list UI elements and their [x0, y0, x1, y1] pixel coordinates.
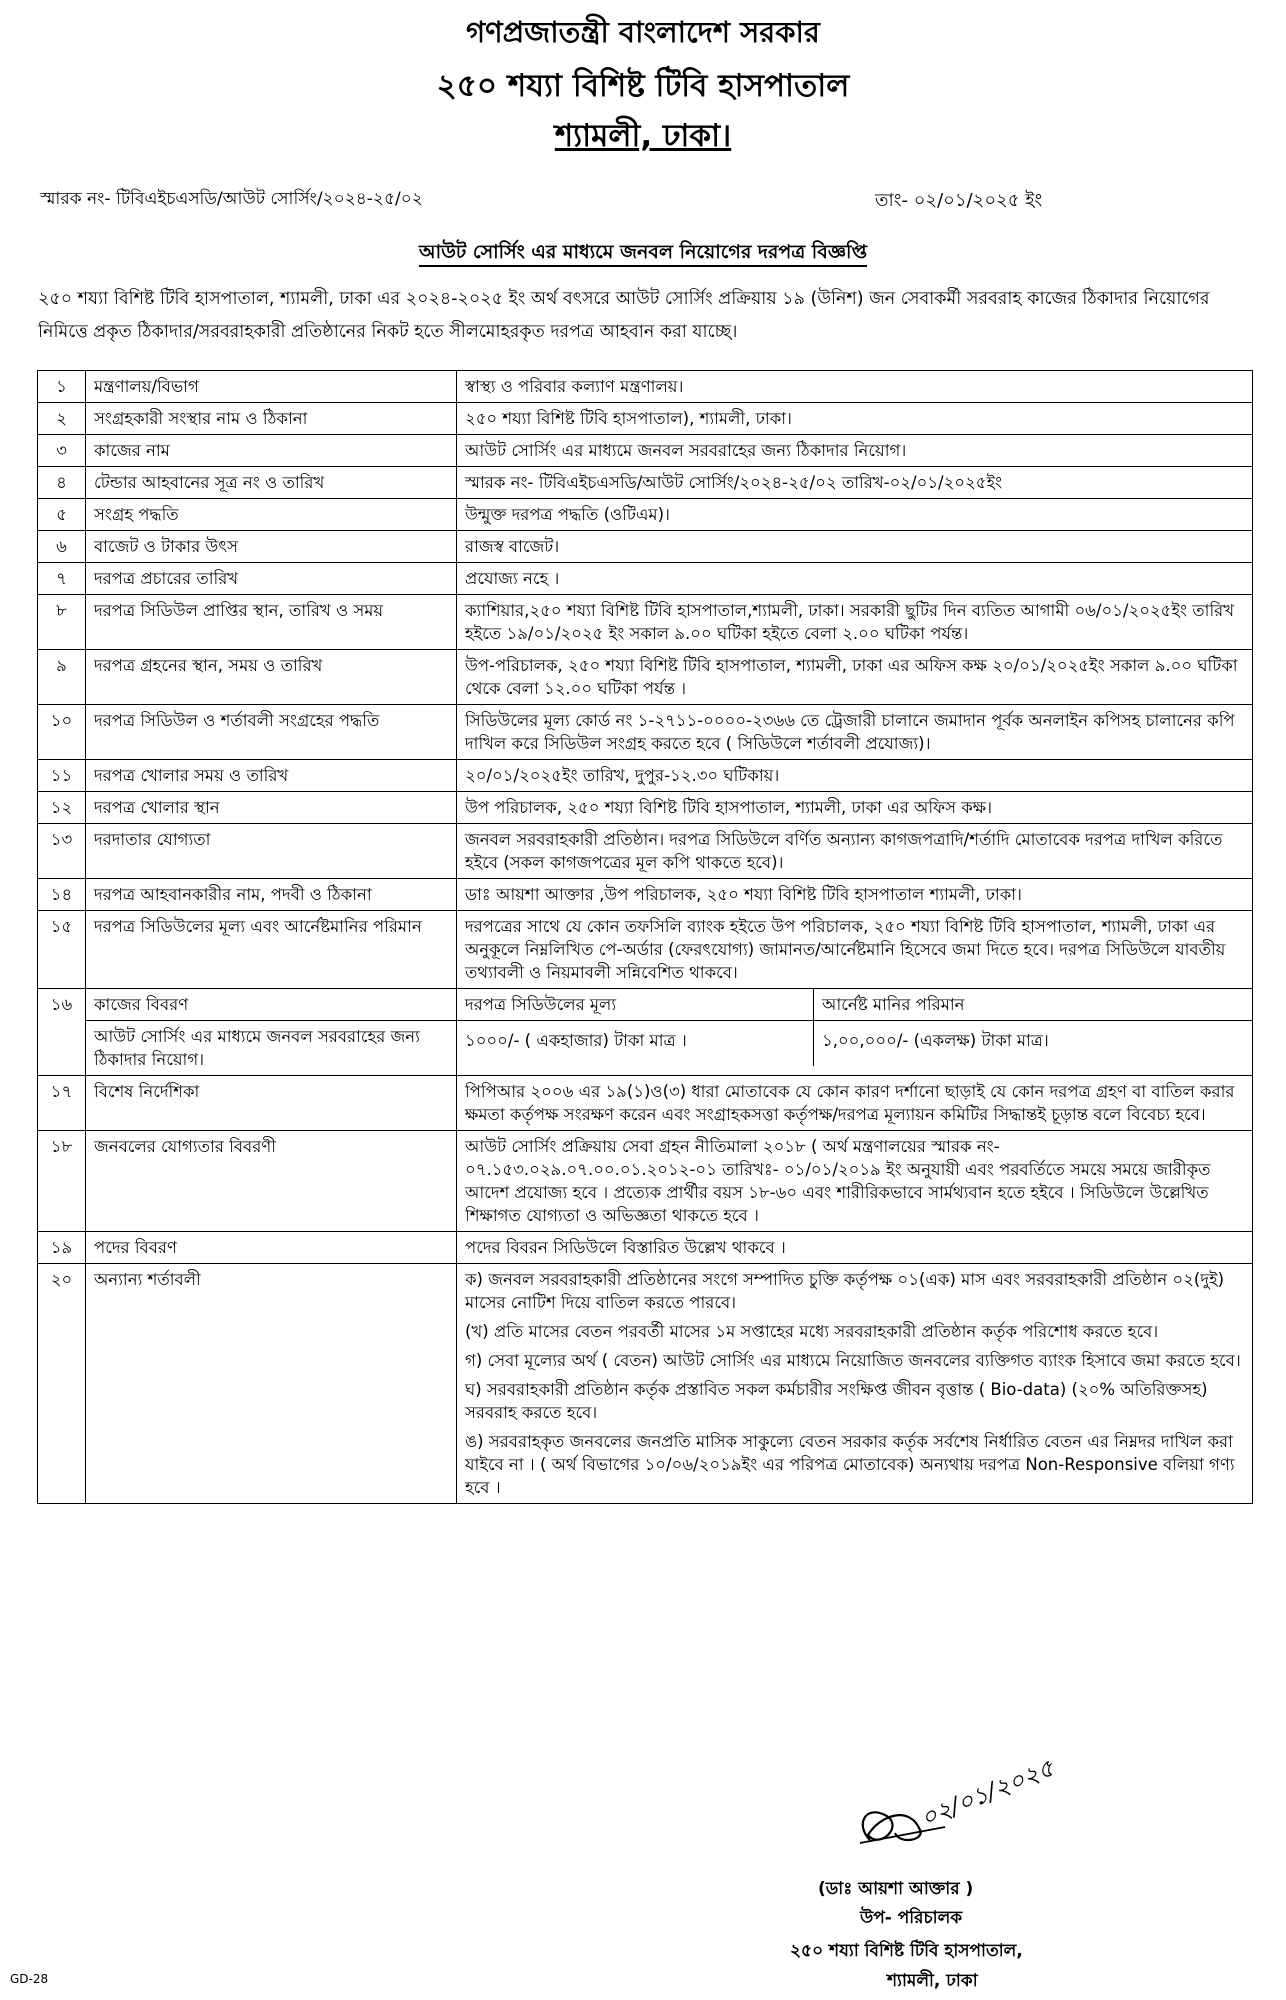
condition-item: ক) জনবল সরবরাহকারী প্রতিষ্ঠানের সংগে সম্পাদিত চুক্তি কর্তৃপক্ষ ০১(এক) মাস এবং সরবরাহকারী প্রতিষ্ঠান ০২(দুই) মাসের নোটিশ দিয়ে বাতিল করতে পারবে।: [465, 1270, 1225, 1312]
table-row: [38, 911, 1253, 989]
price-table-values: [457, 1021, 1252, 1066]
table-row: [38, 989, 1253, 1021]
condition-item: (খ) প্রতি মাসের বেতন পরবর্তী মাসের ১ম সপ্তাহের মধ্যে সরবরাহকারী প্রতিষ্ঠান কর্তৃক পরিশোধ করতে হবে।: [465, 1322, 1159, 1341]
row-value: উন্মুক্ত দরপত্র পদ্ধতি (ওটিএম)।: [457, 499, 1253, 531]
row-label: দরপত্র খোলার সময় ও তারিখ: [86, 760, 457, 792]
row-serial: ১৯: [38, 1232, 86, 1264]
table-row: [38, 879, 1253, 911]
table-row: [38, 824, 1253, 879]
row-serial: ৯: [38, 650, 86, 705]
row-label: বিশেষ নির্দেশিকা: [86, 1076, 457, 1131]
row-label: দরপত্র প্রচারের তারিখ: [86, 563, 457, 595]
row-label: দরপত্র সিডিউল ও শর্তাবলী সংগ্রহের পদ্ধতি: [86, 705, 457, 760]
other-conditions: [457, 1264, 1253, 1504]
row-serial: ১৪: [38, 879, 86, 911]
table-row: [38, 499, 1253, 531]
govt-header: গণপ্রজাতন্ত্রী বাংলাদেশ সরকার: [466, 15, 820, 49]
row-value: জনবল সরবরাহকারী প্রতিষ্ঠান। দরপত্র সিডিউলে বর্ণিত অন্যান্য কাগজপত্রাদি/শর্তাদি মোতাবেক দরপত্র দাখিল করিতে হইবে (সকল কাগজপত্রের মূল কপি থাকতে হবে)।: [457, 824, 1253, 879]
notice-title: আউট সোর্সিং এর মাধ্যমে জনবল নিয়োগের দরপত্র বিজ্ঞপ্তি: [0, 238, 1286, 270]
row-label: দরপত্র খোলার স্থান: [86, 792, 457, 824]
table-row: [38, 792, 1253, 824]
row-value: ক্যাশিয়ার,২৫০ শয্যা বিশিষ্ট টিবি হাসপাতাল,শ্যামলী, ঢাকা। সরকারী ছুটির দিন ব্যতিত আগামী ০৬/০১/২০২৫ইং তারিখ হইতে ১৯/০১/২০২৫ ইং সকাল ৯.০০ ঘটিকা হইতে বেলা ২.০০ ঘটিকা পর্যন্ত।: [457, 595, 1253, 650]
row-value: আউট সোর্সিং প্রক্রিয়ায় সেবা গ্রহন নীতিমালা ২০১৮ ( অর্থ মন্ত্রণালয়ের স্মারক নং- ০৭.১৫৩.০২৯.০৭.০০.০১.২০১২-০১ তারিখঃ- ০১/০১/২০১৯ ইং অনুযায়ী এবং পরবর্তিতে সময়ে সময়ে জারীকৃত আদেশ প্রযোজ্য হবে । প্রত্যেক প্রার্থীর বয়স ১৮-৬০ এবং শারীরিকভাবে সার্মথ্যবান হতে হইবে । সিডিউলে উল্লেখিত শিক্ষাগত যোগ্যতা ও অভিজ্ঞতা থাকতে হবে ।: [457, 1131, 1253, 1232]
condition-item: ঘ) সরবরাহকারী প্রতিষ্ঠান কর্তৃক প্রস্তাবিত সকল কর্মচারীর সংক্ষিপ্ত জীবন বৃত্তান্ত ( Bio-data) (২০% অতিরিক্তসহ) সরবরাহ করতে হবে।: [465, 1380, 1208, 1422]
signatory-name: (ডাঃ আয়শা আক্তার ): [818, 1879, 974, 1899]
row-label: বাজেট ও টাকার উৎস: [86, 531, 457, 563]
row-serial: ১১: [38, 760, 86, 792]
row-serial: ১৩: [38, 824, 86, 879]
condition-item: ঙ) সরবরাহকৃত জনবলের জনপ্রতি মাসিক সাকুল্যে বেতন সরকার কর্তৃক সর্বশেষ নির্ধারিত বেতন এর নিম্নদর দাখিল করা যাইবে না । ( অর্থ বিভাগের ১০/০৬/২০১৯ইং এর পরিপত্র মোতাবেক) অন্যথায় দরপত্র Non-Responsive বলিয়া গণ্য হবে ।: [465, 1432, 1235, 1497]
row-serial: ১: [38, 371, 86, 403]
row-serial: ১০: [38, 705, 86, 760]
row-label: সংগ্রহ পদ্ধতি: [86, 499, 457, 531]
row-label: দরদাতার যোগ্যতা: [86, 824, 457, 879]
row-value: ২৫০ শয্যা বিশিষ্ট টিবি হাসপাতাল), শ্যামলী, ঢাকা।: [457, 403, 1253, 435]
row-label: জনবলের যোগ্যতার বিবরণী: [86, 1131, 457, 1232]
form-code: GD-28: [10, 1972, 49, 1986]
row-value: উপ-পরিচালক, ২৫০ শয্যা বিশিষ্ট টিবি হাসপাতাল, শ্যামলী, ঢাকা এর অফিস কক্ষ ২০/০১/২০২৫ইং সকাল ৯.০০ ঘটিকা থেকে বেলা ১২.০০ ঘটিকা পর্যন্ত ।: [457, 650, 1253, 705]
row-value: স্বাস্থ্য ও পরিবার কল্যাণ মন্ত্রণালয়।: [457, 371, 1253, 403]
hospital-name: ২৫০ শয্যা বিশিষ্ট টিবি হাসপাতাল: [436, 68, 850, 104]
row-value: ডাঃ আয়শা আক্তার ,উপ পরিচালক, ২৫০ শয্যা বিশিষ্ট টিবি হাসপাতাল শ্যামলী, ঢাকা।: [457, 879, 1253, 911]
row-serial: ৪: [38, 467, 86, 499]
row-value: রাজস্ব বাজেট।: [457, 531, 1253, 563]
tender-details-table: [37, 370, 1253, 1504]
row-label: কাজের বিবরণ: [86, 989, 457, 1021]
row-label: সংগ্রহকারী সংস্থার নাম ও ঠিকানা: [86, 403, 457, 435]
row-value: স্মারক নং- টিবিএইচএসডি/আউট সোর্সিং/২০২৪-২৫/০২ তারিখ-০২/০১/২০২৫ইং: [457, 467, 1253, 499]
table-row: [38, 1021, 1253, 1076]
signatory-org: ২৫০ শয্যা বিশিষ্ট টিবি হাসপাতাল,: [790, 1941, 1023, 1961]
table-row: [38, 403, 1253, 435]
row-serial: ৩: [38, 435, 86, 467]
row-value: পিপিআর ২০০৬ এর ১৯(১)ও(৩) ধারা মোতাবেক যে কোন কারণ দর্শানো ছাড়াই যে কোন দরপত্র গ্রহণ বা বাতিল করার ক্ষমতা কর্তৃপক্ষ সংরক্ষণ করেন এবং সংগ্রাহকসত্তা কর্তৃপক্ষ/দরপত্র মূল্যায়ন কমিটির সিদ্ধান্তই চূড়ান্ত বলে বিবেচ্য হবে।: [457, 1076, 1253, 1131]
row-label: দরপত্র সিডিউলের মূল্য এবং আর্নেষ্টমানির পরিমান: [86, 911, 457, 989]
table-row: [38, 531, 1253, 563]
row-label: পদের বিবরণ: [86, 1232, 457, 1264]
hospital-location: শ্যামলী, ঢাকা।: [554, 118, 732, 154]
condition-item: গ) সেবা মূল্যের অর্থ ( বেতন) আউট সোর্সিং এর মাধ্যমে নিয়োজিত জনবলের ব্যক্তিগত ব্যাংক হিসাবে জমা করতে হবে।: [465, 1351, 1241, 1370]
row-serial: ৭: [38, 563, 86, 595]
row-value: আউট সোর্সিং এর মাধ্যমে জনবল সরবরাহের জন্য ঠিকাদার নিয়োগ।: [457, 435, 1253, 467]
table-row: [38, 1076, 1253, 1131]
row-label: কাজের নাম: [86, 435, 457, 467]
row-value: দরপত্রের সাথে যে কোন তফসিলি ব্যাংক হইতে উপ পরিচালক, ২৫০ শয্যা বিশিষ্ট টিবি হাসপাতাল, শ্যামলী, ঢাকা এর অনুকূলে নিম্নলিখিত পে-অর্ডার (ফেরৎযোগ্য) জামানত/আর্নেষ্টমানি হিসেবে জমা দিতে হবে। দরপত্র সিডিউলে যাবতীয় তথ্যাবলী ও নিয়মাবলী সন্নিবেশিত থাকবে।: [457, 911, 1253, 989]
row-serial: ৫: [38, 499, 86, 531]
earnest-money-value: ১,০০,০০০/- (একলক্ষ) টাকা মাত্র।: [822, 1031, 1049, 1050]
price-table-header: [457, 989, 1252, 1020]
table-row: [38, 371, 1253, 403]
row-serial: ১৬: [38, 989, 86, 1076]
table-row: [38, 760, 1253, 792]
table-row: [38, 650, 1253, 705]
memo-date: তাং- ০২/০১/২০২৫ ইং: [875, 190, 1043, 211]
row-label: অন্যান্য শর্তাবলী: [86, 1264, 457, 1504]
row-serial: ৬: [38, 531, 86, 563]
schedule-price-value: ১০০০/- ( একহাজার) টাকা মাত্র ।: [457, 1021, 814, 1066]
table-row: [38, 563, 1253, 595]
table-row: [38, 435, 1253, 467]
table-row: [38, 1264, 1253, 1504]
table-row: [38, 1131, 1253, 1232]
signature-image: [850, 1745, 1090, 1865]
col-earnest-money: আর্নেষ্ট মানির পরিমান: [822, 995, 965, 1014]
row-value: সিডিউলের মূল্য কোর্ড নং ১-২৭১১-০০০০-২৩৬৬ তে ট্রেজারী চালানে জমাদান পূর্বক অনলাইন কপিসহ চালানের কপি দাখিল করে সিডিউল সংগ্রহ করতে হবে ( সিডিউলে শর্তাবলী প্রযোজ্য)।: [457, 705, 1253, 760]
table-row: [38, 595, 1253, 650]
row-value: পদের বিবরন সিডিউলে বিস্তারিত উল্লেখ থাকবে ।: [457, 1232, 1253, 1264]
row-value: উপ পরিচালক, ২৫০ শয্যা বিশিষ্ট টিবি হাসপাতাল, শ্যামলী, ঢাকা এর অফিস কক্ষ।: [457, 792, 1253, 824]
row-label: দরপত্র সিডিউল প্রাপ্তির স্থান, তারিখ ও সময়: [86, 595, 457, 650]
row-serial: ১৮: [38, 1131, 86, 1232]
row-label: দরপত্র গ্রহনের স্থান, সময় ও তারিখ: [86, 650, 457, 705]
row-serial: ১৭: [38, 1076, 86, 1131]
col-schedule-price: দরপত্র সিডিউলের মূল্য: [457, 989, 814, 1020]
memo-ref-number: স্মারক নং- টিবিএইচএসডি/আউট সোর্সিং/২০২৪-২৫/০২: [40, 189, 423, 209]
table-row: [38, 1232, 1253, 1264]
row-serial: ১৫: [38, 911, 86, 989]
work-description: আউট সোর্সিং এর মাধ্যমে জনবল সরবরাহের জন্য ঠিকাদার নিয়োগ।: [86, 1021, 457, 1076]
row-value: প্রযোজ্য নহে ।: [457, 563, 1253, 595]
row-value: ২০/০১/২০২৫ইং তারিখ, দুপুর-১২.৩০ ঘটিকায়।: [457, 760, 1253, 792]
handwritten-date: ০২/০১/২০২৫: [916, 1753, 1058, 1833]
row-label: মন্ত্রণালয়/বিভাগ: [86, 371, 457, 403]
signatory-title: উপ- পরিচালক: [860, 1908, 963, 1928]
row-serial: ২: [38, 403, 86, 435]
row-label: দরপত্র আহবানকারীর নাম, পদবী ও ঠিকানা: [86, 879, 457, 911]
intro-paragraph: ২৫০ শয্যা বিশিষ্ট টিবি হাসপাতাল, শ্যামলী, ঢাকা এর ২০২৪-২০২৫ ইং অর্থ বৎসরে আউট সোর্সিং প্রক্রিয়ায় ১৯ (উনিশ) জন সেবাকর্মী সরবরাহ কাজের ঠিকাদার নিয়োগের নিমিত্তে প্রকৃত ঠিকাদার/সরবরাহকারী প্রতিষ্ঠানের নিকট হতে সীলমোহরকৃত দরপত্র আহবান করা যাচ্ছে।: [38, 289, 1210, 342]
table-row: [38, 467, 1253, 499]
row-label: টেন্ডার আহবানের সূত্র নং ও তারিখ: [86, 467, 457, 499]
row-serial: ২০: [38, 1264, 86, 1504]
row-serial: ১২: [38, 792, 86, 824]
row-serial: ৮: [38, 595, 86, 650]
signatory-place: শ্যামলী, ঢাকা: [887, 1971, 978, 1991]
table-row: [38, 705, 1253, 760]
